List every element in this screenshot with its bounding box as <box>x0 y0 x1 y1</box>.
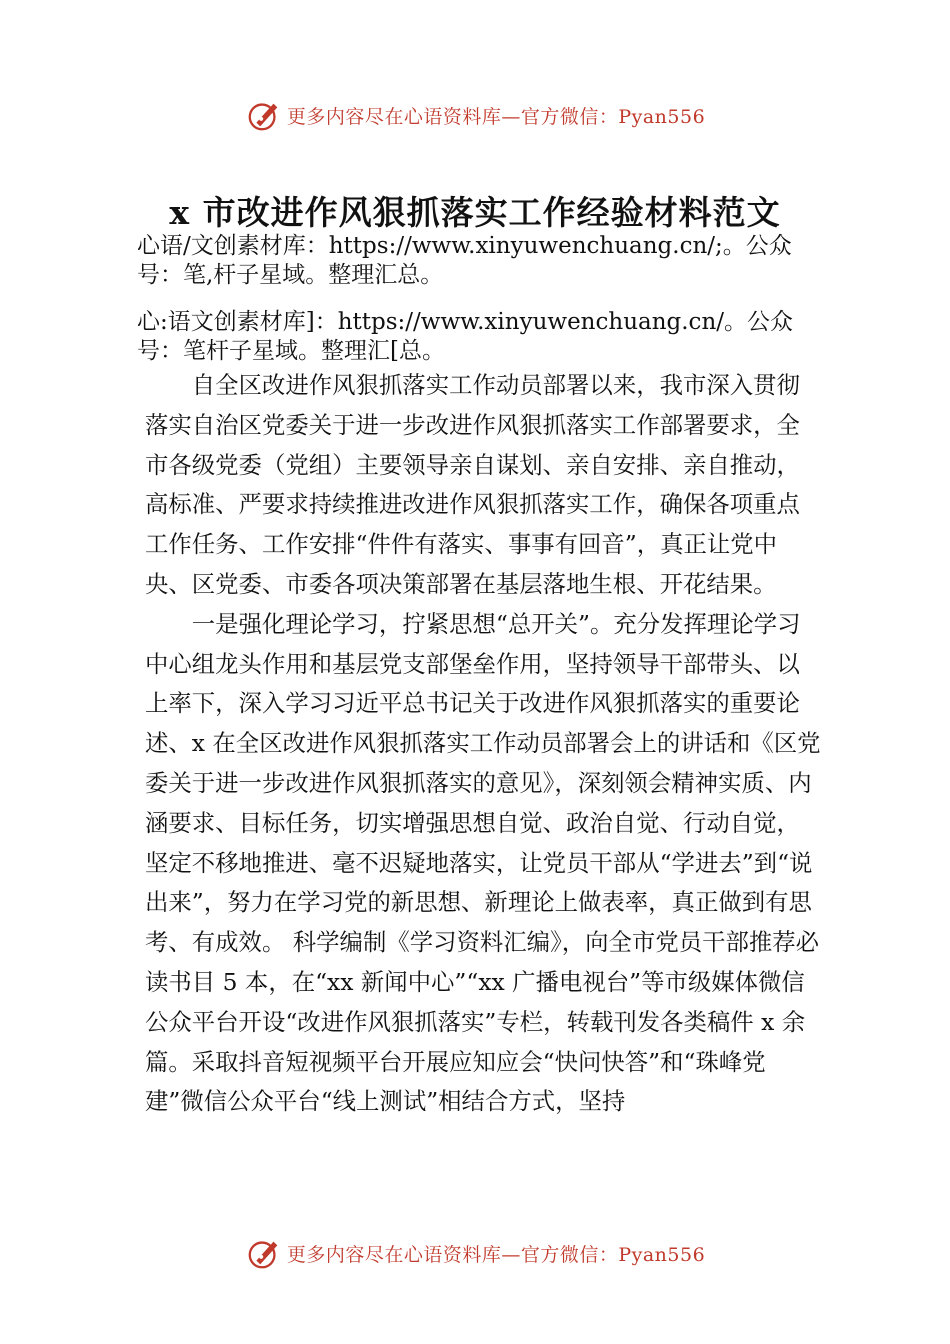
pen-nib-logo-icon <box>245 96 283 134</box>
banner-text: 更多内容尽在心语资料库—官方微信：Pyan556 <box>286 105 706 128</box>
paragraph: 自全区改进作风狠抓落实工作动员部署以来，我市深入贯彻落实自治区党委关于进一步改进作风狠抓落实工作部署要求，全市各级党委（党组）主要领导亲自谋划、亲自安排、亲自推动，高标准、严要求持续推进改进作风狠抓落实工作，确保各项重点工作任务、工作安排“件件有落实、事事有回音”，真正让党中央、区党委、市委各项决策部署在基层落地生根、开花结果。 <box>145 371 800 598</box>
pen-nib-logo-icon <box>245 1234 283 1272</box>
header-banner <box>0 95 950 135</box>
banner-text: 更多内容尽在心语资料库—官方微信：Pyan556 <box>286 1243 706 1266</box>
source-note: 心语/文创素材库：https://www.xinyuwenchuang.cn/;。公众号：笔,杆子星域。整理汇总。 <box>137 233 792 288</box>
paragraph: 一是强化理论学习，拧紧思想“总开关”。充分发挥理论学习中心组龙头作用和基层党支部堡垒作用，坚持领导干部带头、以上率下，深入学习习近平总书记关于改进作风狠抓落实的重要论述、x 在全区改进作风狠抓落实工作动员部署会上的讲话和《区党委关于进一步改进作风狠抓落实的意见》，深刻领会精神实质、内涵要求、目标任务，切实增强思想自觉、政治自觉、行动自觉，坚定不移地推进、毫不迟疑地落实，让党员干部从“学进去”到“说出来”，努力在学习党的新思想、新理论上做表率，真正做到有思考、有成效。 科学编制《学习资料汇编》，向全市党员干部推荐必读书目 5 本，在“xx 新闻中心”“xx 广播电视台”等市级媒体微信公众平台开设“改进作风狠抓落实”专栏，转载刊发各类稿件 x 余篇。采取抖音短视频平台开展应知应会“快问快答”和“珠峰党建”微信公众平台“线上测试”相结合方式，坚持 <box>145 609 821 1116</box>
document-body <box>145 366 821 1122</box>
source-note: 心:语文创素材库]：https://www.xinyuwenchuang.cn/。公众号：笔杆子星域。整理汇[总。 <box>137 309 794 364</box>
footer-banner <box>0 1233 950 1273</box>
document-title: x 市改进作风狠抓落实工作经验材料范文 <box>169 193 781 232</box>
